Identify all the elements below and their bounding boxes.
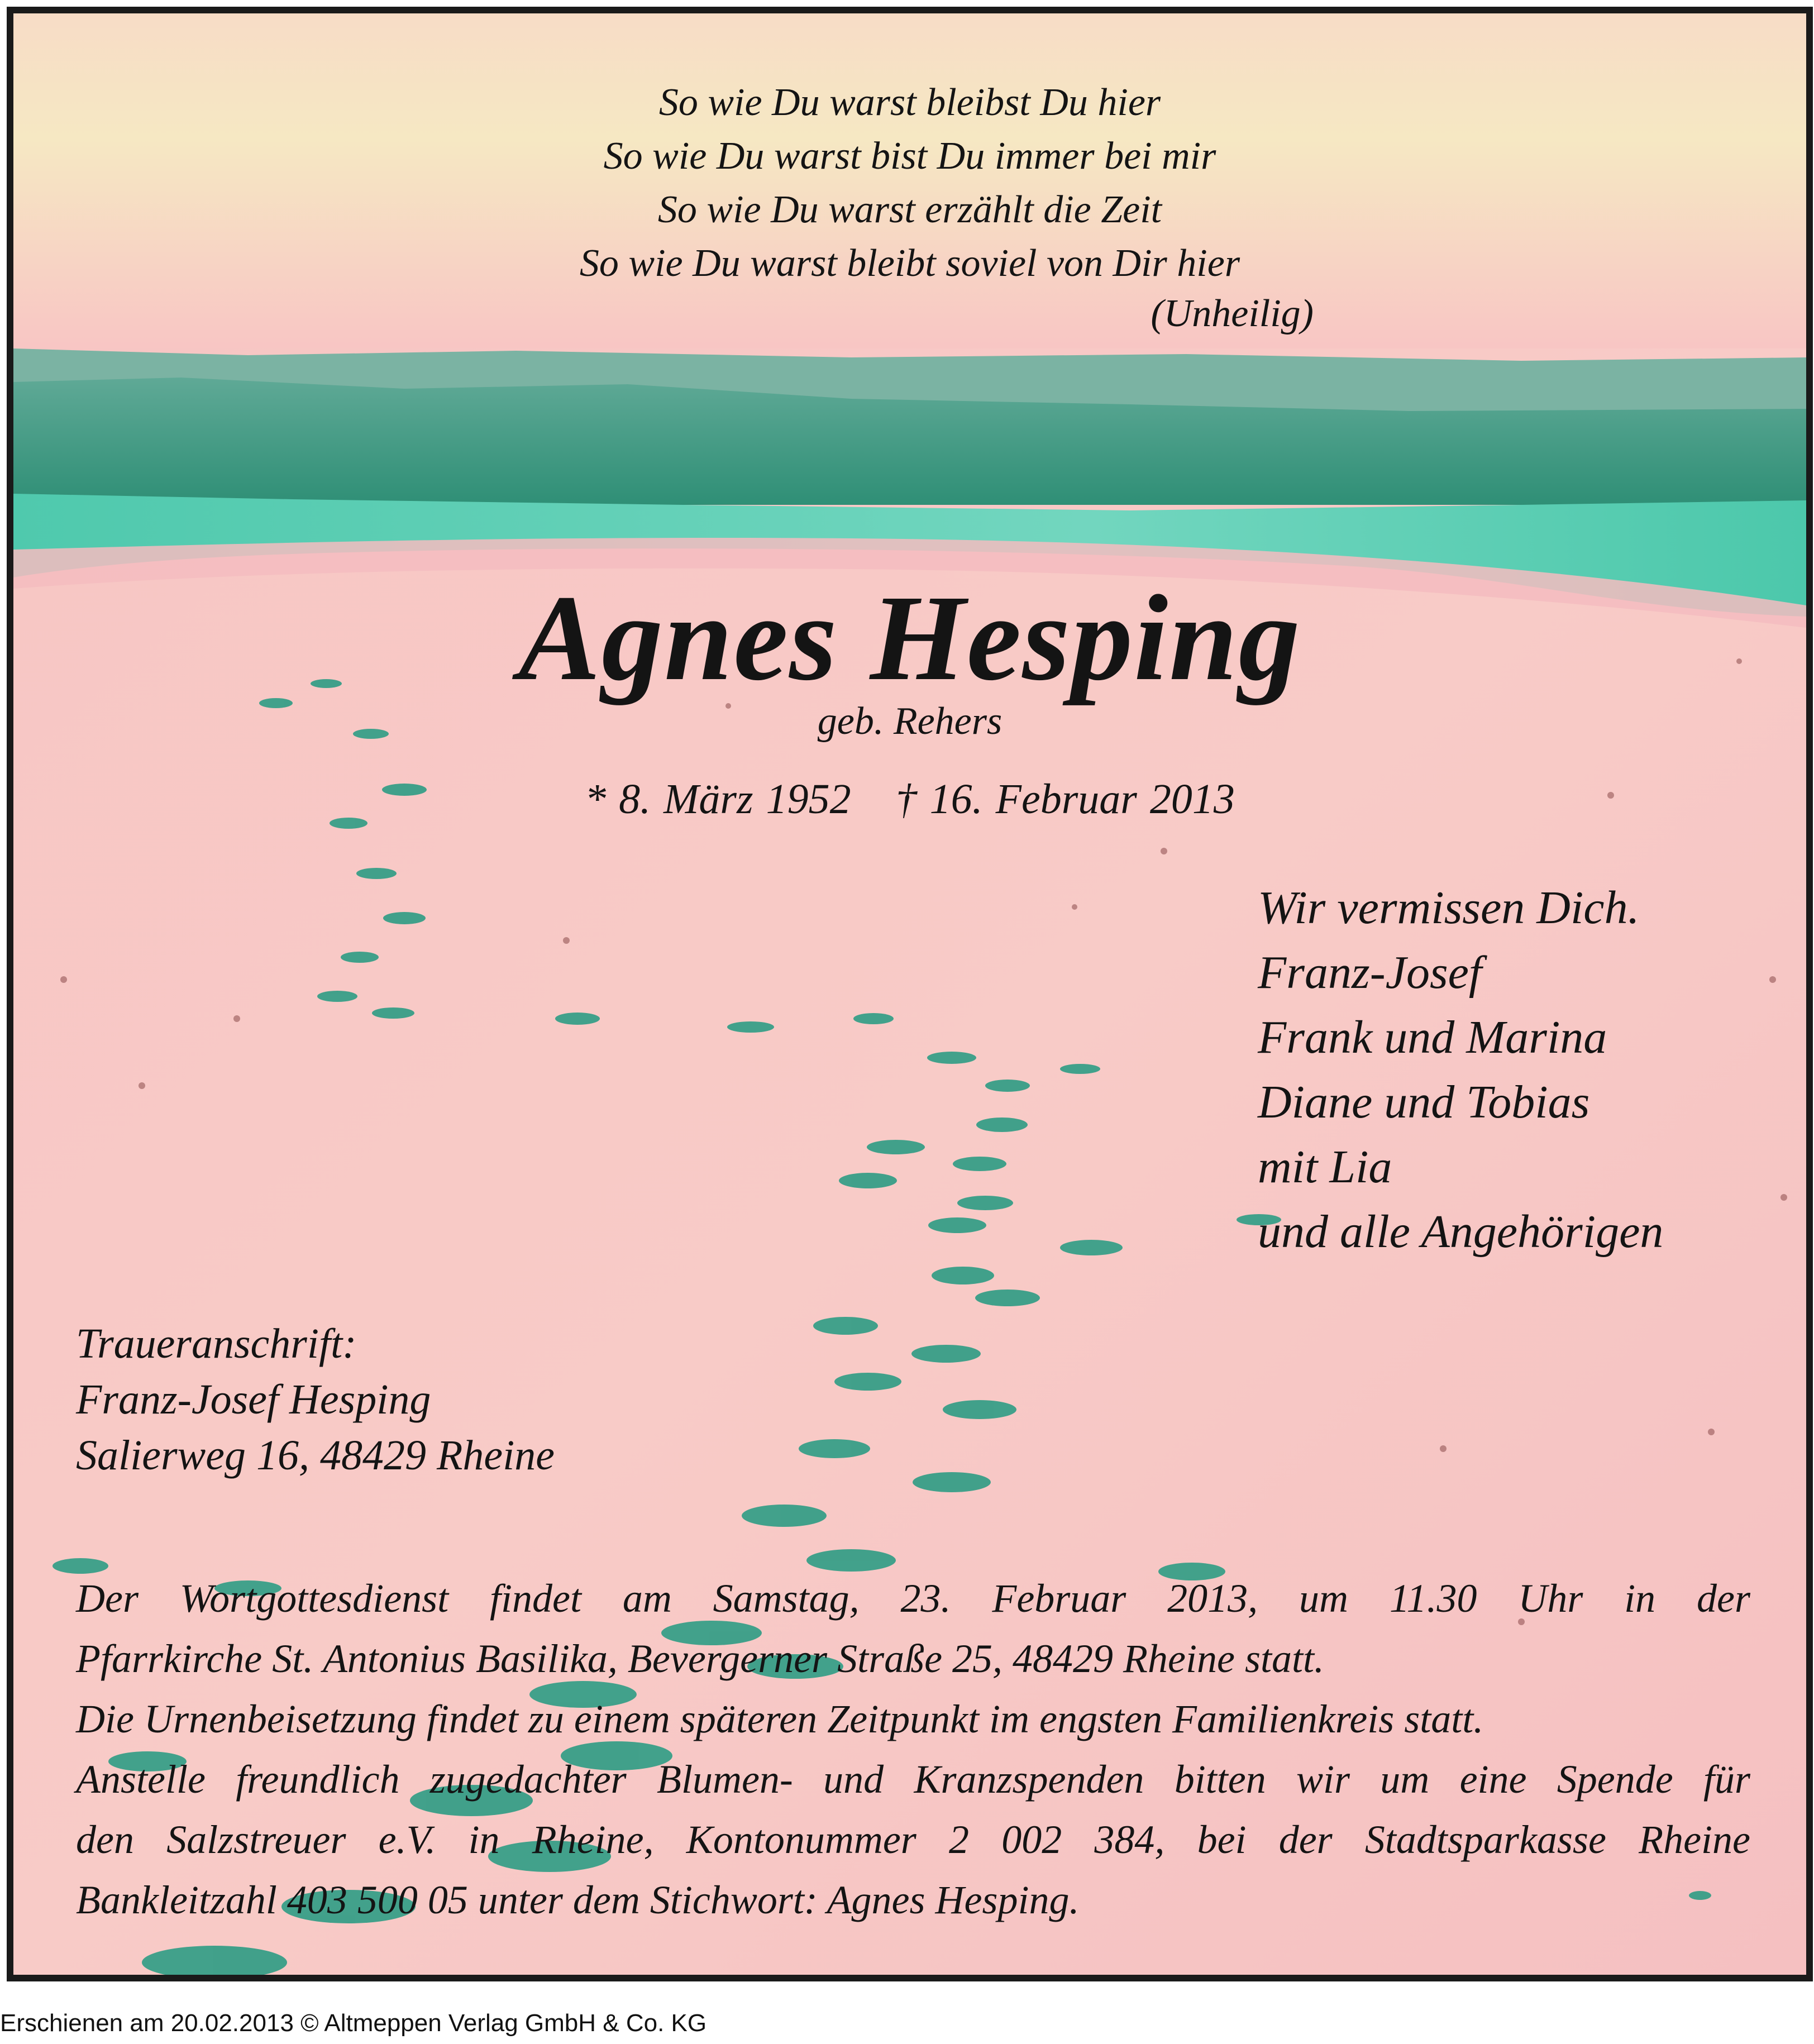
poem — [13, 76, 1806, 290]
poem-line: So wie Du warst bleibst Du hier — [658, 81, 1161, 124]
mourner-line: Frank und Marina — [1258, 1011, 1607, 1063]
service-line: Der Wortgottesdienst findet am Samstag, 23. Februar 2013, um 11.30 Uhr in der — [76, 1576, 1750, 1621]
service-line: Bankleitzahl 403 500 05 unter dem Stichwort: Agnes Hesping. — [76, 1878, 1080, 1922]
service-line: den Salzstreuer e.V. in Rheine, Kontonummer 2 002 384, bei der Stadtsparkasse Rheine — [76, 1817, 1750, 1862]
publisher-footer: Erschienen am 20.02.2013 © Altmeppen Verlag GmbH & Co. KG — [0, 2009, 707, 2037]
address-street: Salierweg 16, 48429 Rheine — [76, 1432, 555, 1479]
mourner-line: und alle Angehörigen — [1258, 1206, 1664, 1258]
life-dates — [13, 775, 1806, 824]
poem-source: (Unheilig) — [1151, 292, 1314, 335]
address-label: Traueranschrift: — [76, 1320, 357, 1367]
mourner-line: mit Lia — [1258, 1141, 1392, 1193]
maiden-name: geb. Rehers — [817, 700, 1003, 743]
service-information — [76, 1568, 1750, 1930]
service-line: Die Urnenbeisetzung findet zu einem späteren Zeitpunkt im engsten Familienkreis statt. — [76, 1697, 1484, 1741]
birth-date: * 8. März 1952 — [585, 776, 851, 823]
mourner-line: Wir vermissen Dich. — [1258, 882, 1640, 934]
mourning-address — [76, 1316, 555, 1483]
deceased-name: Agnes Hesping — [518, 570, 1301, 706]
poem-line: So wie Du warst erzählt die Zeit — [657, 188, 1162, 231]
address-name: Franz-Josef Hesping — [76, 1376, 431, 1423]
mourner-line: Diane und Tobias — [1258, 1076, 1590, 1128]
service-line: Anstelle freundlich zugedachter Blumen- und Kranzspenden bitten wir um eine Spende für — [76, 1757, 1750, 1802]
poem-line: So wie Du warst bleibt soviel von Dir hier — [579, 242, 1240, 285]
death-date: † 16. Februar 2013 — [895, 776, 1235, 823]
obituary-notice — [7, 7, 1813, 1981]
service-line: Pfarrkirche St. Antonius Basilika, Bevergerner Straße 25, 48429 Rheine statt. — [76, 1636, 1324, 1681]
mourner-line: Franz-Josef — [1258, 947, 1482, 999]
mourners-list — [1258, 876, 1663, 1264]
poem-line: So wie Du warst bist Du immer bei mir — [603, 135, 1216, 178]
